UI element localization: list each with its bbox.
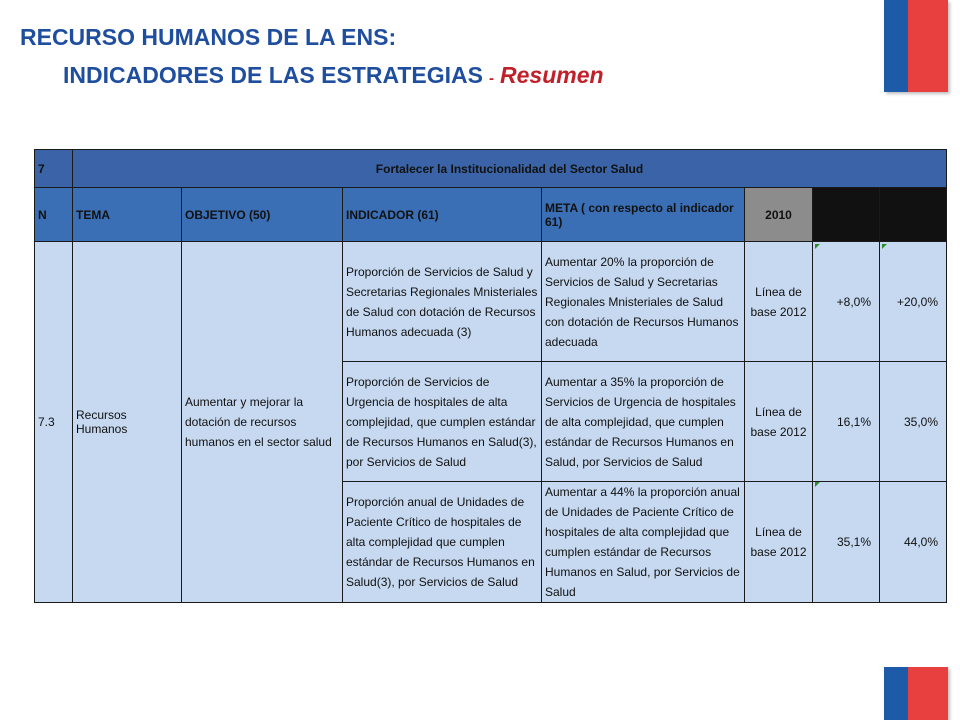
- row-2015: +8,0%: [813, 242, 880, 362]
- flag-red-band: [908, 0, 948, 92]
- subtitle-text: INDICADORES DE LAS ESTRATEGIAS: [63, 62, 483, 88]
- row-2020: 35,0%: [880, 362, 947, 482]
- row-2010: Línea de base 2012: [745, 362, 813, 482]
- row-tema: Recursos Humanos: [73, 242, 182, 603]
- subtitle-dash: -: [489, 70, 494, 87]
- subtitle-resumen: Resumen: [500, 62, 604, 88]
- strategy-header-row: [35, 150, 947, 188]
- col-header-tema: TEMA: [73, 188, 182, 242]
- col-header-meta: META ( con respecto al indicador 61): [542, 188, 745, 242]
- table-row: [35, 242, 947, 362]
- comment-marker-icon: [815, 244, 820, 249]
- col-header-2010: 2010: [745, 188, 813, 242]
- flag-blue-band: [884, 0, 908, 92]
- indicators-table: [34, 149, 947, 603]
- column-header-row: [35, 188, 947, 242]
- col-header-2015: 2015: [813, 188, 880, 242]
- row-meta: Aumentar 20% la proporción de Servicios de Salud y Secretarias Regionales Mnisteriales de Salud con dotación de Recursos Humanos adecuada: [542, 242, 745, 362]
- row-2020: +20,0%: [880, 242, 947, 362]
- comment-marker-icon: [815, 482, 820, 487]
- row-objetivo: Aumentar y mejorar la dotación de recursos humanos en el sector salud: [182, 242, 343, 603]
- row-2020: 44,0%: [880, 482, 947, 603]
- col-header-n: N: [35, 188, 73, 242]
- page-subtitle: [63, 62, 604, 89]
- row-indicador: Proporción de Servicios de Salud y Secretarias Regionales Mnisteriales de Salud con dotación de Recursos Humanos adecuada (3): [343, 242, 542, 362]
- row-meta: Aumentar a 44% la proporción anual de Unidades de Paciente Crítico de hospitales de alta complejidad que cumplen estándar de Recursos Humanos en Salud, por Servicios de Salud: [542, 482, 745, 603]
- strategy-number: 7: [35, 150, 73, 188]
- row-2015: 35,1%: [813, 482, 880, 603]
- flag-red-band: [908, 667, 948, 720]
- row-2015: 16,1%: [813, 362, 880, 482]
- row-2010: Línea de base 2012: [745, 482, 813, 603]
- flag-logo-top: [884, 0, 948, 92]
- flag-logo-bottom: [884, 667, 948, 720]
- strategy-title: Fortalecer la Institucionalidad del Sector Salud: [73, 150, 947, 188]
- comment-marker-icon: [882, 244, 887, 249]
- row-indicador: Proporción anual de Unidades de Paciente Crítico de hospitales de alta complejidad que cumplen estándar de Recursos Humanos en Salud(3), por Servicios de Salud: [343, 482, 542, 603]
- col-header-objetivo: OBJETIVO (50): [182, 188, 343, 242]
- row-number: 7.3: [35, 242, 73, 603]
- row-meta: Aumentar a 35% la proporción de Servicios de Urgencia de hospitales de alta complejidad, que cumplen estándar de Recursos Humanos en Salud, por Servicios de Salud: [542, 362, 745, 482]
- row-indicador: Proporción de Servicios de Urgencia de hospitales de alta complejidad, que cumplen estándar de Recursos Humanos en Salud(3), por Servicios de Salud: [343, 362, 542, 482]
- row-2010: Línea de base 2012: [745, 242, 813, 362]
- col-header-indicador: INDICADOR (61): [343, 188, 542, 242]
- flag-blue-band: [884, 667, 908, 720]
- page-title: RECURSO HUMANOS DE LA ENS:: [20, 24, 397, 50]
- col-header-2020: 2020: [880, 188, 947, 242]
